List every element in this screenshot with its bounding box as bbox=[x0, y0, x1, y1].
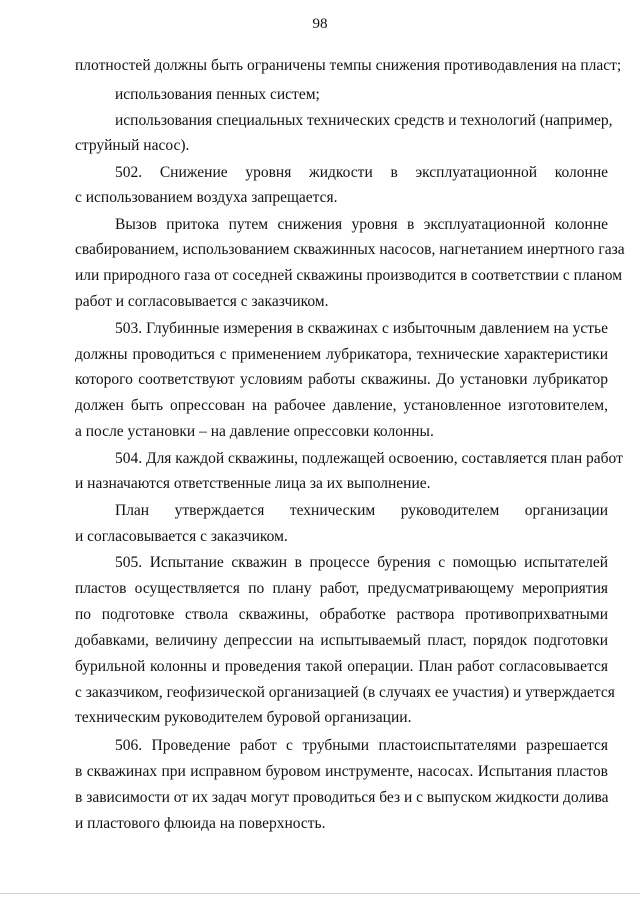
text-line: 502. Снижение уровня жидкости в эксплуатационной колонне bbox=[115, 164, 608, 181]
text-line: пластов осуществляется по плану работ, предусматривающему мероприятия bbox=[75, 580, 608, 597]
text-line: добавками, величину депрессии на испытываемый пласт, порядок подготовки bbox=[75, 632, 608, 649]
text-line: и пластового флюида на поверхность. bbox=[75, 815, 326, 832]
text-line: должны проводиться с применением лубрикатора, технические характеристики bbox=[75, 346, 608, 363]
text-line: и назначаются ответственные лица за их выполнение. bbox=[75, 475, 431, 492]
text-line: и согласовывается с заказчиком. bbox=[75, 528, 288, 545]
text-line: в зависимости от их задач могут проводиться без и с выпуском жидкости долива bbox=[75, 789, 609, 806]
text-line: 504. Для каждой скважины, подлежащей освоению, составляется план работ bbox=[115, 450, 623, 467]
text-line: с использованием воздуха запрещается. bbox=[75, 189, 338, 206]
text-line: 503. Глубинные измерения в скважинах с избыточным давлением на устье bbox=[115, 320, 608, 337]
text-line: 506. Проведение работ с трубными пластоиспытателями разрешается bbox=[115, 737, 608, 754]
text-line: техническим руководителем буровой организации. bbox=[75, 709, 412, 726]
text-line: должен быть опрессован на рабочее давление, установленное изготовителем, bbox=[75, 397, 608, 414]
text-line: 505. Испытание скважин в процессе бурения с помощью испытателей bbox=[115, 554, 608, 571]
text-line: плотностей должны быть ограничены темпы снижения противодавления на пласт; bbox=[75, 57, 622, 74]
text-line: План утверждается техническим руководителем организации bbox=[115, 502, 608, 519]
text-line: использования специальных технических средств и технологий (например, bbox=[115, 112, 613, 129]
text-line: работ и согласовывается с заказчиком. bbox=[75, 293, 329, 310]
text-line: струйный насос). bbox=[75, 137, 190, 154]
text-line: в скважинах при исправном буровом инструменте, насосах. Испытания пластов bbox=[75, 763, 608, 780]
text-line: или природного газа от соседней скважины производится в соответствии с планом bbox=[75, 267, 623, 284]
text-line: по подготовке ствола скважины, обработке раствора противоприхватными bbox=[75, 606, 608, 623]
text-line: свабированием, использованием скважинных насосов, нагнетанием инертного газа bbox=[75, 241, 625, 258]
page-number: 98 bbox=[312, 16, 328, 32]
page-bottom-edge bbox=[0, 893, 640, 894]
text-line: а после установки – на давление опрессовки колонны. bbox=[75, 423, 434, 440]
text-line: использования пенных систем; bbox=[115, 86, 320, 103]
text-line: которого соответствуют условиям работы скважины. До установки лубрикатор bbox=[75, 371, 608, 388]
text-line: с заказчиком, геофизической организацией (в случаях ее участия) и утверждается bbox=[75, 684, 615, 701]
text-line: Вызов притока путем снижения уровня в эксплуатационной колонне bbox=[115, 216, 608, 233]
text-line: бурильной колонны и проведения такой операции. План работ согласовывается bbox=[75, 658, 608, 675]
